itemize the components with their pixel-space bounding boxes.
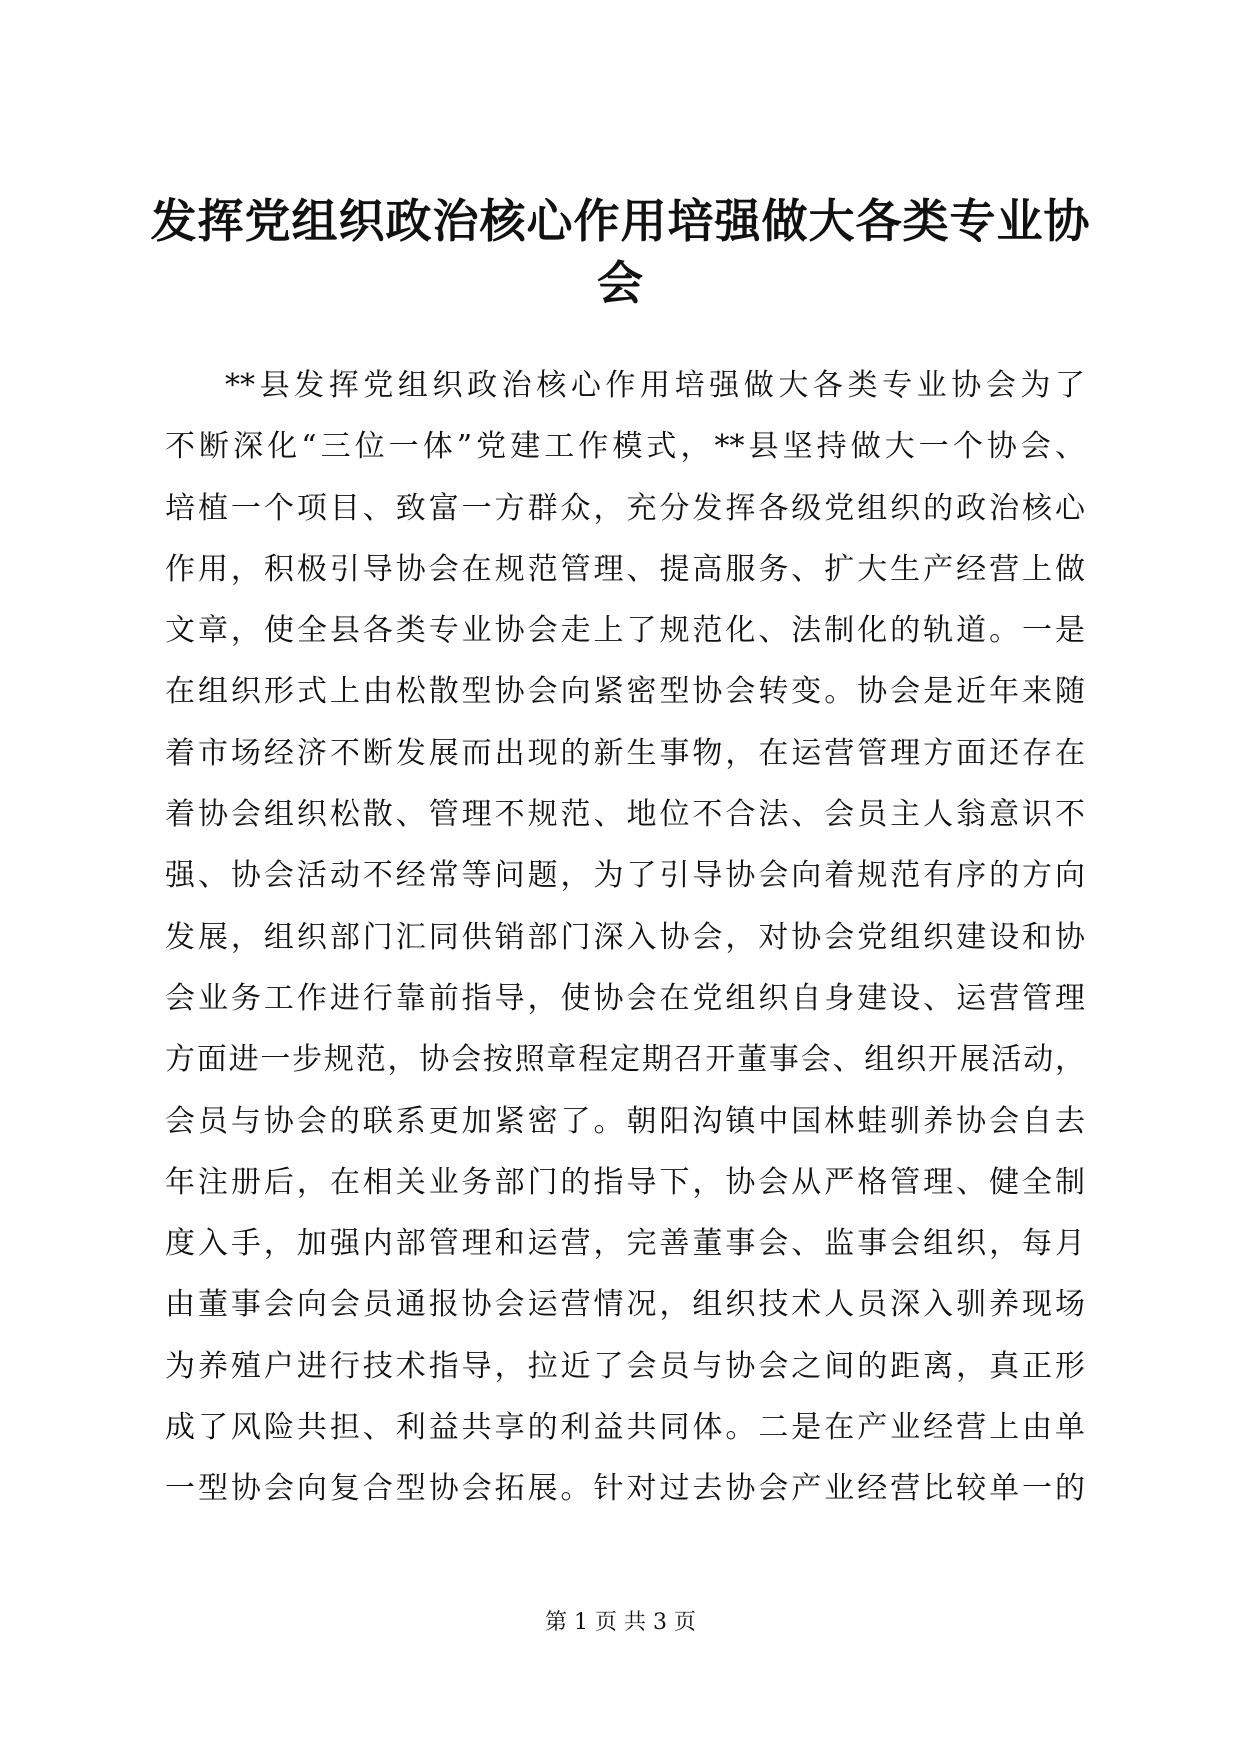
body-line: 不断深化“三位一体”党建工作模式，**县坚持做大一个协会、 [165,429,1085,465]
title-line: 发挥党组织政治核心作用培强做大各类专业协 [150,194,1091,248]
body-line: 由董事会向会员通报协会运营情况，组织技术人员深入驯养现场 [165,1287,1085,1323]
body-line: 作用，积极引导协会在规范管理、提高服务、扩大生产经营上做 [165,551,1085,587]
page-footer [0,1608,1241,1638]
body-line: 年注册后，在相关业务部门的指导下，协会从严格管理、健全制 [165,1164,1085,1200]
body-line: 着协会组织松散、管理不规范、地位不合法、会员主人翁意识不 [165,797,1085,833]
body-line: 培植一个项目、致富一方群众，充分发挥各级党组织的政治核心 [165,490,1085,526]
body-line: 会员与协会的联系更加紧密了。朝阳沟镇中国林蛙驯养协会自去 [165,1103,1085,1139]
document-title [150,190,1091,314]
body-line: 成了风险共担、利益共享的利益共同体。二是在产业经营上由单 [165,1410,1085,1446]
body-line: 强、协会活动不经常等问题，为了引导协会向着规范有序的方向 [165,858,1085,894]
page-number: 第 1 页 共 3 页 [545,1610,696,1635]
document-body [165,355,1085,1520]
body-line: 方面进一步规范，协会按照章程定期召开董事会、组织开展活动， [165,1042,1085,1078]
body-line: 在组织形式上由松散型协会向紧密型协会转变。协会是近年来随 [165,674,1085,710]
body-line: 着市场经济不断发展而出现的新生事物，在运营管理方面还存在 [165,735,1085,771]
body-line: **县发挥党组织政治核心作用培强做大各类专业协会为了 [225,368,1085,403]
body-line: 度入手，加强内部管理和运营，完善董事会、监事会组织，每月 [165,1226,1085,1262]
body-line: 文章，使全县各类专业协会走上了规范化、法制化的轨道。一是 [165,613,1085,649]
body-line: 发展，组织部门汇同供销部门深入协会，对协会党组织建设和协 [165,919,1085,955]
body-line: 会业务工作进行靠前指导，使协会在党组织自身建设、运营管理 [165,980,1085,1016]
body-line: 为养殖户进行技术指导，拉近了会员与协会之间的距离，真正形 [165,1348,1085,1384]
body-line: 一型协会向复合型协会拓展。针对过去协会产业经营比较单一的 [165,1471,1085,1507]
title-line: 会 [597,256,644,310]
